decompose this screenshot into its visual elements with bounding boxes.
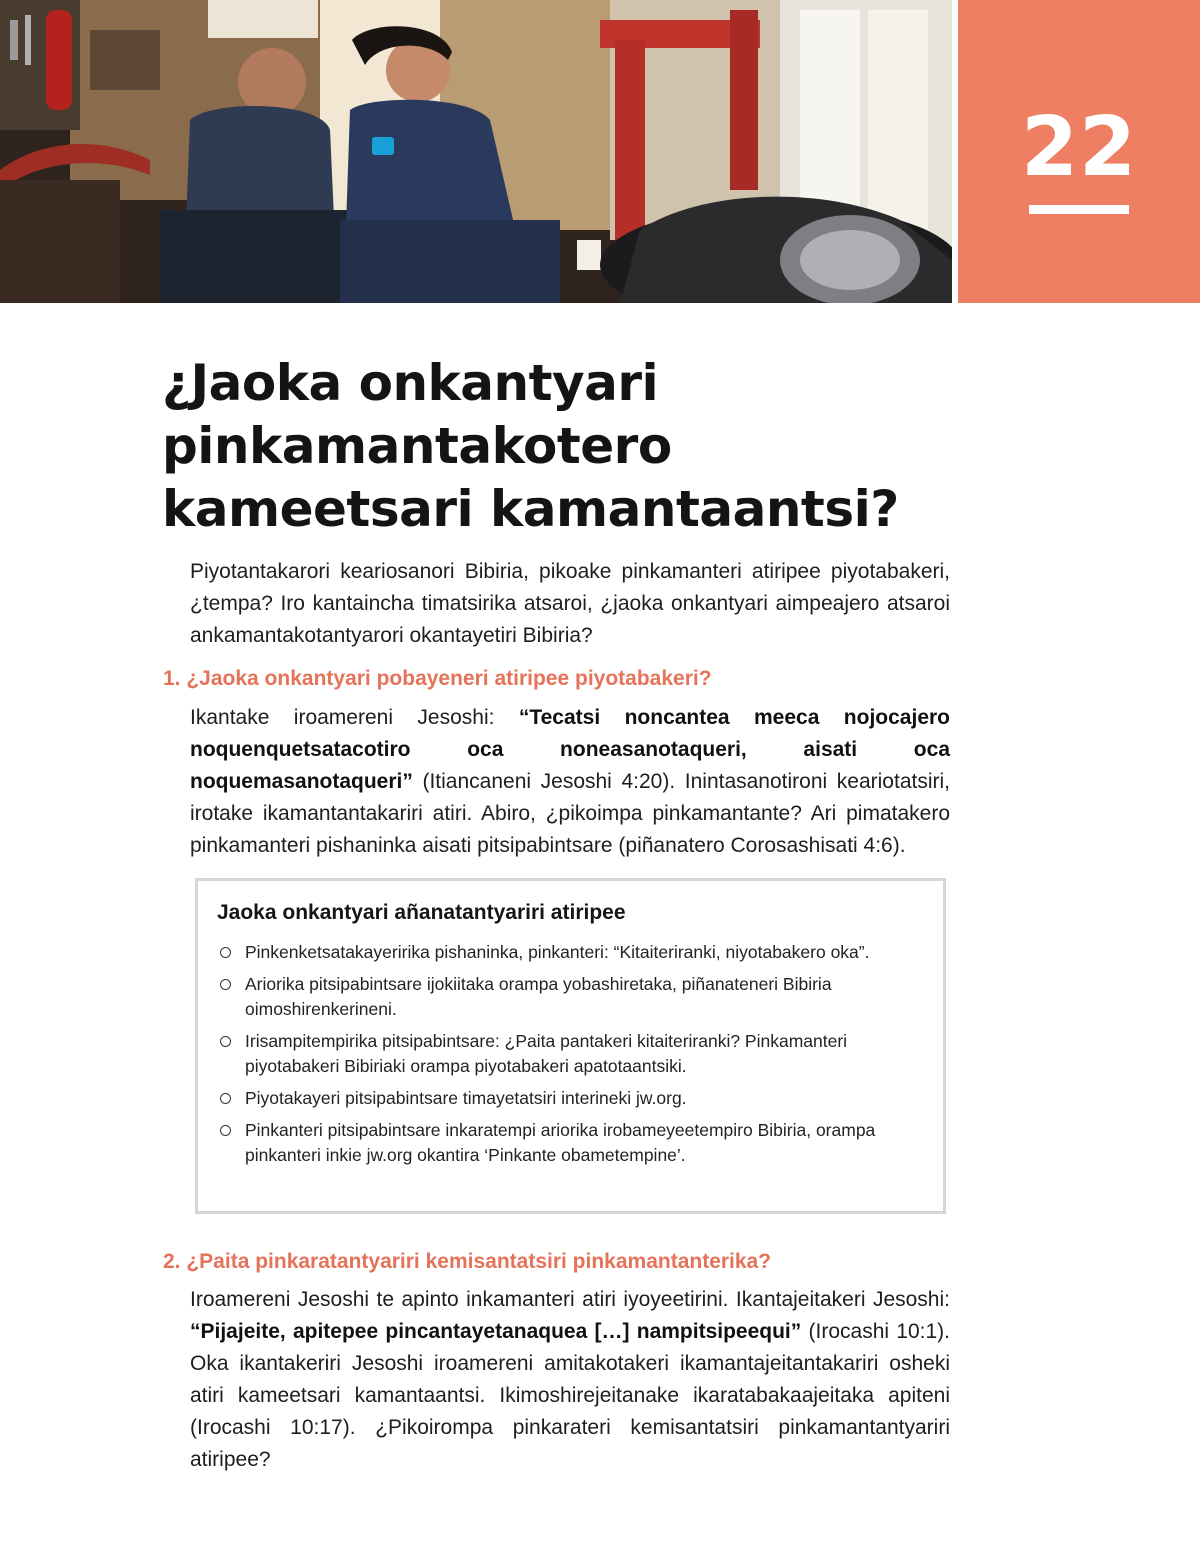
tip-text: Irisampitempirika pitsipabintsare: ¿Paita pantakeri kitaiteriranki? Pinkamanteri piyotabakeri Bibiriaki orampa piyotabakeri apatotaantsiki. — [245, 1031, 848, 1076]
intro-paragraph: Piyotantakarori keariosanori Bibiria, pikoake pinkamanteri atiripee piyotabakeri, ¿tempa? Iro kantaincha timatsirika atsaroi, ¿jaoka onkantyari aimpeajero atsaroi ankamantakotantyarori okantayetiri Bibiria? — [190, 560, 950, 647]
title-line: ¿Jaoka onkantyari — [162, 354, 659, 412]
tips-box — [195, 878, 946, 1214]
circle-bullet-icon — [220, 1036, 231, 1047]
chapter-underline — [1029, 205, 1129, 214]
circle-bullet-icon — [220, 1093, 231, 1104]
section1-scripture-quote: “Tecatsi noncantea meeca nojocajero noquenquetsatacotiro oca noneasanotaqueri, aisati oca noquemasanotaqueri” — [190, 706, 950, 793]
lesson-title — [162, 352, 922, 541]
circle-bullet-icon — [220, 947, 231, 958]
section2-text-before: Iroamereni Jesoshi te apinto inkamanteri atiri iyoyeetirini. Ikantajeitakeri Jesoshi: — [190, 1288, 950, 1311]
section2-text-after: (Irocashi 10:1). Oka ikantakeriri Jesoshi iroamereni amitakotakeri ikamantajeitantakariri osheki atiri kameetsari kamantaantsi. Ikimoshirejeitanake ikaratabakaajeitaka apiteni (Irocashi 10:17). ¿Pikoirompa pinkarateri kemisantatsiri pinkamantantyariri atiripee? — [190, 1320, 950, 1471]
section2-paragraph — [190, 1284, 950, 1476]
title-line: pinkamantakotero — [162, 417, 672, 475]
tips-list-item — [220, 1086, 920, 1111]
chapter-number: 22 — [1020, 100, 1138, 195]
section1-text-after: (Itiancaneni Jesoshi 4:20). Inintasanotironi keariotatsiri, irotake ikamantantakariri atiri. Abiro, ¿pikoimpa pinkamantante? Ari pimatakero pinkamanteri pishaninka aisati pitsipabintsare (piñanatero Corosashisati 4:6). — [190, 770, 950, 857]
tips-list-item — [220, 972, 920, 1022]
tips-box-title: Jaoka onkantyari añanatantyariri atiripee — [217, 901, 626, 924]
section2-scripture-quote: “Pijajeite, apitepee pincantayetanaquea […] nampitsipeequi” — [190, 1320, 802, 1343]
tip-text: Ariorika pitsipabintsare ijokiitaka orampa yobashiretaka, piñanateneri Bibiria oimoshirenkerineni. — [245, 974, 832, 1019]
tip-text: Pinkanteri pitsipabintsare inkaratempi ariorika irobameyeetempiro Bibiria, orampa pinkanteri inkie jw.org okantira ‘Pinkante obametempine’. — [245, 1120, 876, 1165]
tip-text: Pinkenketsatakayeririka pishaninka, pinkanteri: “Kitaiteriranki, niyotabakero oka”. — [245, 942, 870, 962]
section2-question: 2. ¿Paita pinkaratantyariri kemisantatsiri pinkamantanterika? — [163, 1250, 772, 1273]
garage-scene-illustration — [0, 0, 952, 303]
tips-list-item — [220, 940, 920, 965]
circle-bullet-icon — [220, 1125, 231, 1136]
header-photo — [0, 0, 952, 303]
title-line: kameetsari kamantaantsi? — [162, 480, 899, 538]
chapter-badge — [958, 0, 1200, 303]
section1-question: 1. ¿Jaoka onkantyari pobayeneri atiripee piyotabakeri? — [163, 667, 712, 690]
section1-text-before: Ikantake iroamereni Jesoshi: — [190, 706, 519, 729]
section1-paragraph — [190, 702, 950, 862]
tips-list-item — [220, 1118, 920, 1168]
tips-list — [220, 940, 920, 1175]
circle-bullet-icon — [220, 979, 231, 990]
tips-list-item — [220, 1029, 920, 1079]
tip-text: Piyotakayeri pitsipabintsare timayetatsiri interineki jw.org. — [245, 1088, 687, 1108]
